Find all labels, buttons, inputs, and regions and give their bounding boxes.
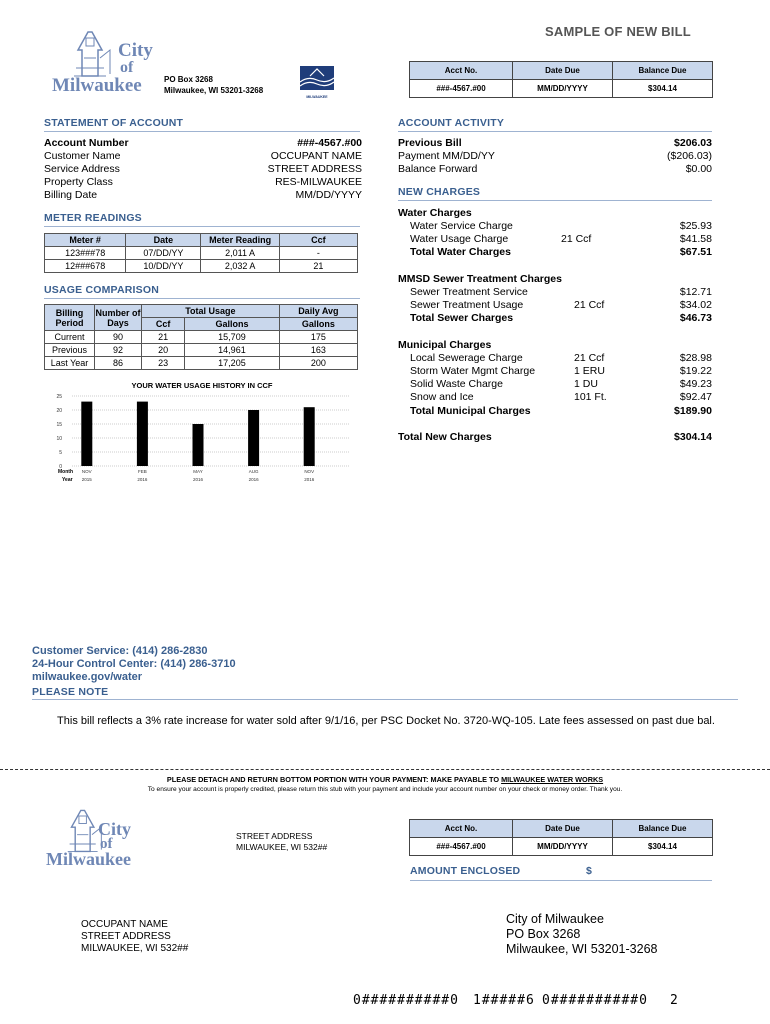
customer-service-phone: Customer Service: (414) 286-2830 (32, 645, 208, 657)
usage-cell: Current (45, 331, 95, 344)
activity-title: ACCOUNT ACTIVITY (398, 117, 505, 129)
meter-title: METER READINGS (44, 212, 142, 224)
chart-month-row-label: Month (58, 469, 73, 475)
statement-title: STATEMENT OF ACCOUNT (44, 117, 184, 129)
amount-enclosed-symbol: $ (586, 865, 593, 877)
chart-bar (137, 402, 148, 466)
chart-y-tick-label: 20 (56, 408, 62, 414)
activity-value-balance-forward: $0.00 (685, 163, 712, 175)
sample-title: SAMPLE OF NEW BILL (545, 24, 691, 39)
city-logo (50, 28, 162, 94)
charge-qty: 1 ERU (574, 365, 605, 377)
chart-bar (193, 424, 204, 466)
detach-line (0, 769, 770, 770)
total-sewer-value: $46.73 (679, 312, 712, 324)
total-water-value: $67.51 (679, 246, 712, 258)
logo-city-text: City (98, 819, 131, 839)
usage-cell: 15,709 (185, 331, 280, 344)
charge-label: Snow and Ice (410, 391, 474, 403)
amount-enclosed-label: AMOUNT ENCLOSED (410, 865, 521, 877)
total-sewer-label: Total Sewer Charges (410, 312, 514, 324)
header-balance-value: $304.14 (613, 80, 713, 98)
meter-table (44, 233, 358, 273)
stub-instructions: To ensure your account is properly credited, please return this stub with your payment and include your account number on your check or money order. Thank you. (147, 786, 623, 793)
chart-title: YOUR WATER USAGE HISTORY IN CCF (131, 381, 273, 390)
please-note-text: This bill reflects a 3% rate increase for water sold after 9/1/16, per PSC Docket No. 3720-WQ-105. Late fees assessed on past due bal. (57, 715, 715, 727)
charge-label: Solid Waste Charge (410, 378, 503, 390)
activity-label-payment: Payment MM/DD/YY (398, 150, 495, 162)
usage-cell: 23 (142, 357, 185, 370)
usage-cell: 20 (142, 344, 185, 357)
chart-x-tick-label: NOV (304, 469, 315, 474)
total-municipal-label: Total Municipal Charges (410, 405, 531, 417)
usage-cell: 17,205 (185, 357, 280, 370)
statement-value-property-class: RES-MILWAUKEE (275, 176, 362, 188)
payee-name: MILWAUKEE WATER WORKS (501, 775, 604, 784)
statement-rule (44, 131, 360, 132)
po-address (164, 74, 263, 96)
charge-qty: 21 Ccf (574, 352, 605, 364)
website-link[interactable]: milwaukee.gov/water (32, 671, 143, 683)
usage-header-days: Number of Days (95, 305, 142, 331)
meter-cell: - (279, 247, 357, 260)
charge-label: Sewer Treatment Service (410, 286, 528, 298)
charge-label: Water Service Charge (410, 220, 513, 232)
charge-label: Water Usage Charge (410, 233, 509, 245)
statement-label-account: Account Number (44, 137, 129, 149)
stub-acct-value: ###-4567.#00 (410, 838, 513, 856)
contact-block (32, 645, 236, 684)
micr-line-1: 0##########0 (353, 993, 459, 1008)
header-acct-value: ###-4567.#00 (410, 80, 513, 98)
charge-qty: 21 Ccf (561, 233, 592, 245)
charge-value: $41.58 (679, 233, 712, 245)
new-charges-title: NEW CHARGES (398, 186, 481, 198)
statement-value-service-address: STREET ADDRESS (267, 163, 362, 175)
micr-line-3: 0##########0 (542, 993, 648, 1008)
usage-cell: 21 (142, 331, 185, 344)
statement-value-account: ###-4567.#00 (297, 137, 362, 149)
new-charges-rule (398, 200, 712, 201)
sewer-charges-heading: MMSD Sewer Treatment Charges (398, 273, 562, 285)
meter-cell: 10/DD/YY (126, 260, 201, 273)
table-row (45, 331, 358, 344)
total-municipal-value: $189.90 (674, 405, 712, 417)
please-note-rule (32, 699, 738, 700)
mailing-name: OCCUPANT NAME (81, 919, 168, 930)
logo-of-text: of (120, 59, 134, 76)
usage-cell: Last Year (45, 357, 95, 370)
usage-history-chart (44, 392, 360, 486)
usage-cell: 163 (279, 344, 357, 357)
statement-label-property-class: Property Class (44, 176, 113, 188)
charge-value: $25.93 (679, 220, 712, 232)
statement-label-service-address: Service Address (44, 163, 120, 175)
stub-service-address (236, 831, 327, 853)
stub-balance-value: $304.14 (613, 838, 713, 856)
chart-bar (248, 410, 259, 466)
please-note-title: PLEASE NOTE (32, 686, 109, 698)
meter-header-reading: Meter Reading (201, 234, 279, 247)
chart-x-tick-label: NOV (81, 469, 92, 474)
meter-cell: 07/DD/YY (126, 247, 201, 260)
meter-cell: 2,011 A (201, 247, 279, 260)
header-account-table (409, 61, 713, 98)
table-row (45, 357, 358, 370)
stub-date-due-value: MM/DD/YYYY (513, 838, 613, 856)
po-address-line1: PO Box 3268 (164, 75, 213, 84)
detach-instruction (0, 775, 770, 784)
control-center-phone: 24-Hour Control Center: (414) 286-3710 (32, 658, 236, 670)
remit-po-box: PO Box 3268 (506, 927, 581, 941)
water-works-logo (300, 66, 334, 99)
usage-cell: 200 (279, 357, 357, 370)
activity-value-previous-bill: $206.03 (674, 137, 712, 149)
meter-cell: 2,032 A (201, 260, 279, 273)
mailing-street: STREET ADDRESS (81, 931, 171, 942)
usage-header-gallons: Gallons (185, 318, 280, 331)
charge-label: Storm Water Mgmt Charge (410, 365, 536, 377)
charge-label: Sewer Treatment Usage (410, 299, 524, 311)
chart-year-row-label: Year (62, 477, 73, 483)
chart-y-tick-label: 15 (56, 422, 62, 428)
chart-x-tick-label: MAY (193, 469, 203, 474)
header-acct-label: Acct No. (410, 62, 513, 80)
table-row (45, 247, 358, 260)
chart-bar (304, 407, 315, 466)
stub-date-due-label: Date Due (513, 820, 613, 838)
meter-cell: 21 (279, 260, 357, 273)
statement-label-billing-date: Billing Date (44, 189, 98, 201)
charge-value: $49.23 (679, 378, 712, 390)
charge-value: $92.47 (679, 391, 712, 403)
table-row (45, 344, 358, 357)
meter-cell: 123###78 (45, 247, 126, 260)
remit-name: City of Milwaukee (506, 912, 604, 926)
statement-label-customer: Customer Name (44, 150, 121, 162)
chart-x-tick-label: AUG (248, 469, 259, 474)
charge-value: $12.71 (679, 286, 712, 298)
mailing-address (81, 919, 188, 955)
water-works-logo-text: MILWAUKEE (306, 95, 328, 99)
usage-cell: 86 (95, 357, 142, 370)
micr-line-4: 2 (670, 993, 679, 1008)
stub-acct-label: Acct No. (410, 820, 513, 838)
usage-cell: 14,961 (185, 344, 280, 357)
usage-header-daily: Daily Avg (279, 305, 357, 318)
header-date-due-value: MM/DD/YYYY (513, 80, 613, 98)
stub-account-table (409, 819, 713, 856)
chart-year-label: 2016 (192, 477, 204, 482)
water-charges-heading: Water Charges (398, 207, 472, 219)
chart-y-tick-label: 10 (56, 436, 62, 442)
amount-enclosed-field[interactable] (410, 880, 712, 881)
chart-year-label: 2016 (304, 477, 315, 482)
usage-header-daily-gallons: Gallons (279, 318, 357, 331)
water-works-icon (300, 66, 334, 90)
micr-line-2: 1#####6 (473, 993, 535, 1008)
usage-cell: 92 (95, 344, 142, 357)
total-water-label: Total Water Charges (410, 246, 511, 258)
chart-bar (81, 402, 92, 466)
chart-year-label: 2015 (81, 477, 92, 482)
meter-header-ccf: Ccf (279, 234, 357, 247)
header-date-due-label: Date Due (513, 62, 613, 80)
total-new-charges-value: $304.14 (674, 431, 712, 443)
city-logo-stub (44, 806, 156, 868)
meter-header-date: Date (126, 234, 201, 247)
stub-balance-label: Balance Due (613, 820, 713, 838)
mailing-city: MILWAUKEE, WI 532## (81, 943, 189, 954)
stub-service-address-line1: STREET ADDRESS (236, 831, 313, 841)
logo-city-text: City (118, 40, 153, 61)
chart-x-tick-label: FEB (138, 469, 147, 474)
usage-title: USAGE COMPARISON (44, 284, 160, 296)
chart-year-label: 2016 (248, 477, 259, 482)
charge-qty: 1 DU (574, 378, 598, 390)
statement-value-customer: OCCUPANT NAME (270, 150, 362, 162)
usage-table (44, 304, 358, 370)
statement-value-billing-date: MM/DD/YYYY (295, 189, 362, 201)
charge-value: $19.22 (679, 365, 712, 377)
usage-header-ccf: Ccf (142, 318, 185, 331)
usage-cell: 90 (95, 331, 142, 344)
charge-value: $28.98 (679, 352, 712, 364)
chart-y-tick-label: 25 (56, 394, 62, 400)
stub-service-address-line2: MILWAUKEE, WI 532## (236, 842, 328, 852)
usage-header-total: Total Usage (142, 305, 280, 318)
logo-milwaukee-text: Milwaukee (52, 75, 142, 96)
charge-qty: 21 Ccf (574, 299, 605, 311)
usage-cell: Previous (45, 344, 95, 357)
activity-value-payment: ($206.03) (667, 150, 712, 162)
charge-label: Local Sewerage Charge (410, 352, 523, 364)
remit-address (506, 912, 657, 957)
meter-header-number: Meter # (45, 234, 126, 247)
detach-text: PLEASE DETACH AND RETURN BOTTOM PORTION WITH YOUR PAYMENT: MAKE PAYABLE TO (166, 775, 500, 784)
usage-header-billing-period: Billing Period (45, 305, 95, 331)
po-address-line2: Milwaukee, WI 53201-3268 (164, 86, 264, 95)
chart-year-label: 2016 (137, 477, 148, 482)
meter-rule (44, 226, 360, 227)
logo-milwaukee-text: Milwaukee (46, 849, 131, 869)
activity-rule (398, 131, 712, 132)
charge-value: $34.02 (679, 299, 712, 311)
usage-rule (44, 298, 360, 299)
remit-city: Milwaukee, WI 53201-3268 (506, 942, 658, 956)
header-balance-label: Balance Due (613, 62, 713, 80)
usage-cell: 175 (279, 331, 357, 344)
activity-label-balance-forward: Balance Forward (398, 163, 478, 175)
chart-y-tick-label: 5 (59, 450, 62, 456)
table-row (45, 260, 358, 273)
logo-of-text: of (100, 836, 113, 852)
municipal-charges-heading: Municipal Charges (398, 339, 492, 351)
activity-label-previous-bill: Previous Bill (398, 137, 462, 149)
meter-cell: 12###678 (45, 260, 126, 273)
chart-y-tick-label: 0 (59, 464, 62, 470)
total-new-charges-label: Total New Charges (398, 431, 492, 443)
charge-qty: 101 Ft. (574, 391, 607, 403)
